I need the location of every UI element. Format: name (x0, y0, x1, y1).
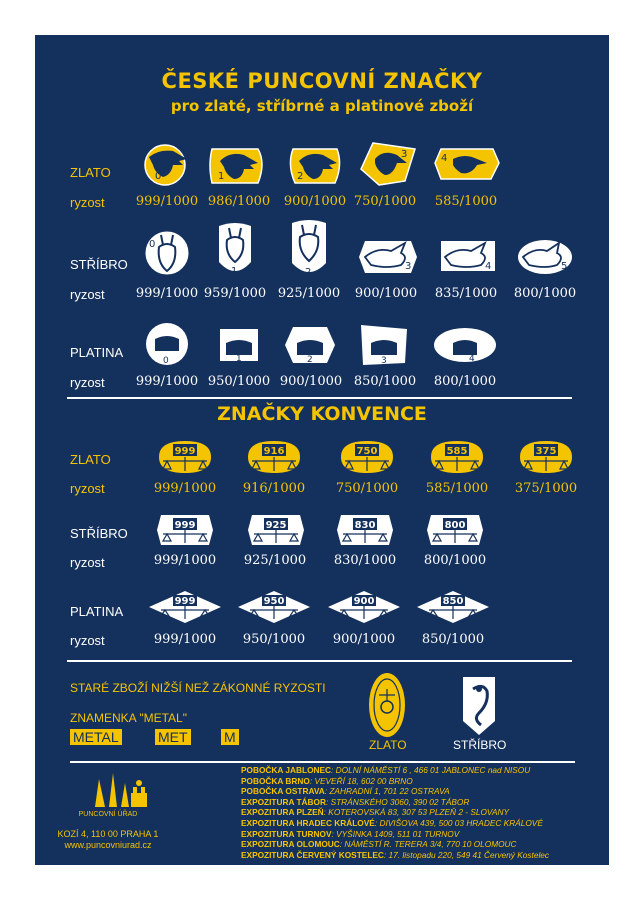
silver-value: 835/1000 (434, 286, 498, 301)
convention-gold-value: 999/1000 (153, 481, 217, 496)
hare-head-icon (357, 239, 419, 275)
crown-icon (357, 323, 411, 367)
convention-platinum-value: 850/1000 (421, 632, 485, 647)
svg-text:999: 999 (174, 446, 196, 457)
crown-icon (283, 325, 337, 365)
metal-heading: ZNAMENKA "METAL" (70, 711, 187, 725)
svg-text:4: 4 (469, 354, 475, 363)
svg-text:950: 950 (263, 596, 285, 607)
list-item: EXPOZITURA OLOMOUC: NÁMĚSTÍ R. TERERA 3/4, 770 10 OLOMOUC (241, 839, 517, 850)
scales-icon (155, 439, 215, 475)
platinum-value: 999/1000 (135, 374, 199, 389)
eagle-head-icon (141, 143, 193, 187)
svg-text:3: 3 (381, 356, 387, 366)
list-item: EXPOZITURA PLZEŇ: KOTEROVSKÁ 83, 307 53 PLZEŇ 2 - SLOVANY (241, 807, 510, 818)
platinum-value: 850/1000 (353, 374, 417, 389)
hare-head-icon (517, 239, 573, 275)
silver-value: 959/1000 (203, 286, 267, 301)
list-item: POBOČKA BRNO: VEVEŘÍ 18, 602 00 BRNO (241, 775, 413, 786)
silver-row-label: STŘÍBRO (70, 257, 128, 272)
svg-text:2: 2 (305, 267, 312, 278)
divider (67, 660, 572, 662)
convention-silver-value: 800/1000 (423, 553, 487, 568)
platinum-ryzost-label: ryzost (70, 375, 105, 390)
svg-text:0: 0 (163, 356, 169, 366)
convention-silver-label: STŘÍBRO (70, 526, 128, 541)
platinum-value: 950/1000 (207, 374, 271, 389)
list-item: EXPOZITURA TÁBOR: STRÁNSKÉHO 3060, 390 02 TÁBOR (241, 796, 470, 807)
office-address: KOZÍ 4, 110 00 PRAHA 1 (57, 829, 159, 839)
silver-value: 999/1000 (135, 286, 199, 301)
svg-text:850: 850 (442, 596, 464, 607)
svg-text:0: 0 (149, 239, 156, 250)
convention-platinum-label: PLATINA (70, 604, 124, 619)
svg-text:999: 999 (174, 596, 196, 607)
silver-value: 925/1000 (277, 286, 341, 301)
convention-platinum-value: 900/1000 (332, 632, 396, 647)
gold-value: 999/1000 (135, 194, 199, 209)
svg-text:925: 925 (265, 520, 287, 531)
convention-silver-value: 925/1000 (243, 553, 307, 568)
dolphin-icon (459, 673, 499, 737)
page-subtitle: pro zlaté, stříbrné a platinové zboží (170, 97, 474, 115)
old-gold-mark-icon (367, 671, 407, 739)
convention-gold-value: 916/1000 (242, 481, 306, 496)
svg-text:3: 3 (401, 149, 408, 160)
scales-icon (335, 513, 395, 547)
gold-value: 750/1000 (353, 194, 417, 209)
eagle-head-icon (208, 145, 268, 187)
svg-text:800: 800 (444, 520, 466, 531)
scales-icon (147, 589, 223, 625)
platinum-value: 900/1000 (279, 374, 343, 389)
old-goods-heading: STARÉ ZBOŽÍ NIŽŠÍ NEŽ ZÁKONNÉ RYZOSTI (70, 681, 326, 695)
scales-icon (337, 439, 397, 475)
old-gold-caption: ZLATO (369, 738, 407, 752)
convention-gold-value: 375/1000 (514, 481, 578, 496)
office-name: PUNCOVNÍ ÚŘAD (78, 811, 138, 818)
list-item: POBOČKA OSTRAVA: ZAHRADNÍ 1, 701 22 OSTRAVA (241, 786, 450, 797)
convention-gold-value: 585/1000 (425, 481, 489, 496)
svg-text:1: 1 (218, 171, 225, 182)
svg-text:3: 3 (405, 261, 412, 272)
gold-value: 585/1000 (434, 194, 498, 209)
scales-icon (415, 589, 491, 625)
gold-value: 900/1000 (283, 194, 347, 209)
svg-text:4: 4 (441, 153, 448, 164)
convention-silver-value: 830/1000 (333, 553, 397, 568)
list-item: EXPOZITURA HRADEC KRÁLOVÉ: DIVIŠOVA 439, 500 03 HRADEC KRÁLOVÉ (241, 817, 543, 828)
gold-row-label: ZLATO (70, 165, 111, 180)
crown-icon (216, 325, 262, 365)
eagle-head-icon (287, 145, 343, 187)
gold-ryzost-label: ryzost (70, 195, 105, 210)
chamois-head-icon (143, 227, 191, 279)
crown-icon (433, 327, 497, 363)
convention-gold-value: 750/1000 (335, 481, 399, 496)
divider (70, 761, 575, 763)
scales-icon (425, 513, 485, 547)
convention-platinum-ryzost: ryzost (70, 633, 105, 648)
scales-icon (236, 589, 312, 625)
svg-text:999: 999 (174, 520, 196, 531)
convention-gold-label: ZLATO (70, 452, 111, 467)
crown-icon (145, 321, 189, 367)
eagle-head-icon (357, 141, 417, 187)
list-item: POBOČKA JABLONEC: DOLNÍ NÁMĚSTÍ 6 , 466 01 JABLONEC nad NISOU (241, 765, 531, 775)
old-silver-caption: STŘÍBRO (453, 738, 507, 752)
svg-text:4: 4 (485, 261, 492, 272)
divider (67, 397, 572, 399)
svg-text:1: 1 (236, 354, 242, 364)
chamois-head-icon (288, 219, 330, 281)
eagle-head-icon (433, 147, 501, 181)
platinum-value: 800/1000 (433, 374, 497, 389)
svg-text:916: 916 (263, 446, 285, 457)
scales-icon (326, 589, 402, 625)
branch-list (241, 765, 549, 860)
convention-title: ZNAČKY KONVENCE (217, 403, 427, 425)
scales-icon (516, 439, 576, 475)
scales-icon (244, 439, 304, 475)
metal-mark: MET (155, 729, 191, 745)
scales-icon (427, 439, 487, 475)
page-title: ČESKÉ PUNCOVNÍ ZNAČKY (161, 69, 483, 93)
metal-mark: M (221, 729, 239, 745)
svg-text:830: 830 (354, 520, 376, 531)
list-item: EXPOZITURA ČERVENÝ KOSTELEC: 17. listopadu 220, 549 41 Červený Kostelec (241, 849, 550, 860)
svg-text:2: 2 (297, 171, 304, 182)
chamois-head-icon (215, 222, 255, 280)
castle-logo-icon (91, 769, 151, 809)
convention-platinum-value: 999/1000 (153, 632, 217, 647)
svg-text:375: 375 (535, 446, 557, 457)
scales-icon (246, 513, 306, 547)
poster (35, 35, 609, 865)
svg-text:900: 900 (353, 596, 375, 607)
svg-text:750: 750 (356, 446, 378, 457)
svg-text:2: 2 (307, 355, 313, 365)
office-web[interactable]: www.puncovniurad.cz (64, 840, 152, 850)
silver-value: 900/1000 (354, 286, 418, 301)
svg-text:1: 1 (231, 266, 238, 277)
convention-platinum-value: 950/1000 (242, 632, 306, 647)
platinum-row-label: PLATINA (70, 345, 124, 360)
convention-gold-ryzost: ryzost (70, 481, 105, 496)
silver-ryzost-label: ryzost (70, 287, 105, 302)
silver-value: 800/1000 (513, 286, 577, 301)
svg-text:585: 585 (446, 446, 468, 457)
svg-text:5: 5 (561, 261, 568, 272)
metal-mark: METAL (70, 729, 122, 745)
convention-silver-value: 999/1000 (153, 553, 217, 568)
gold-value: 986/1000 (207, 194, 271, 209)
mark-digit: 0 (155, 171, 162, 182)
list-item: EXPOZITURA TURNOV: VYŠINKA 1409, 511 01 TURNOV (241, 828, 460, 839)
convention-silver-ryzost: ryzost (70, 555, 105, 570)
hare-head-icon (437, 237, 499, 275)
scales-icon (155, 513, 215, 547)
